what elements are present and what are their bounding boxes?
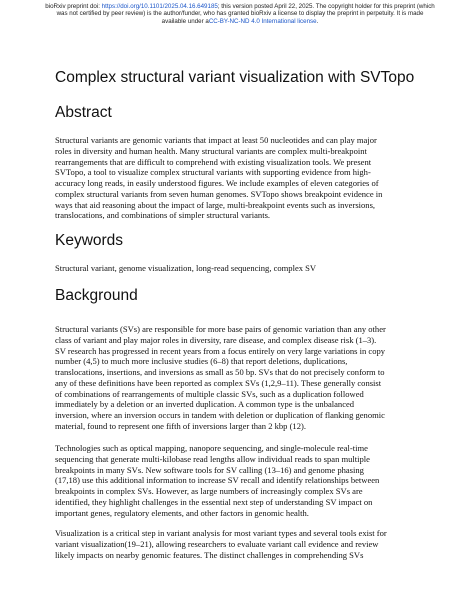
text-line: class of variant and play major roles in diversity, rare disease, and complex disease risk (1–3). (55, 334, 377, 345)
text-line: translocations, and combinations of simpler structural variants. (55, 210, 271, 221)
text-line: (17,18) use this additional information to increase SV recall and identify relationships between (55, 475, 380, 486)
preprint-notice-line-1: bioRxiv preprint doi: https://doi.org/10.1101/2025.04.16.649185; this version posted April 22, 2025. The copyright holder for this preprint (which (45, 3, 435, 10)
license-link[interactable]: CC-BY-NC-ND 4.0 International license (208, 17, 317, 25)
abstract-body (55, 135, 425, 221)
preprint-notice-line-2: was not certified by peer review) is the author/funder, who has granted bioRxiv a license to display the preprint in perpetuity. It is made (56, 10, 424, 18)
text-line: important genes, regulatory elements, and other factors in genomic health. (55, 507, 309, 518)
background-heading: Background (55, 287, 138, 304)
text-line: translocations, insertions, and inversions as small as 50 bp. SVs that do not precisely conform to (55, 367, 385, 377)
text-line: complex structural variants from seven human genomes. SVTopo shows breakpoint evidence in (55, 188, 383, 199)
doi-link[interactable]: https://doi.org/10.1101/2025.04.16.649185 (101, 3, 218, 10)
text-line: Visualization is a critical step in variant analysis for most variant types and several tools exist for (55, 528, 387, 538)
text-line: accuracy long reads, in easily understood figures. We include examples of eleven categories of (55, 178, 379, 188)
abstract-heading: Abstract (55, 104, 112, 121)
text-line: identified, they highlight challenges in the essential next step of understanding SV impact on (55, 496, 373, 507)
background-paragraph-1 (55, 324, 425, 432)
text-line: immediately by a deletion or an inverted duplication. A common type is the unbalanced (55, 399, 355, 410)
text-line: sequencing that generate multi-kilobase read lengths allow individual reads to span multiple (55, 453, 370, 464)
text-line: ways that aid reasoning about the impact of large, multi-breakpoint events such as inversions, (55, 199, 376, 210)
text-line: breakpoints in complex SVs. However, as large numbers of increasingly complex SVs are (55, 486, 363, 496)
text-line: inversion, where an inversion occurs in tandem with deletion or duplication of flanking genomic (55, 410, 385, 420)
text-line: Technologies such as optical mapping, nanopore sequencing, and single-molecule real-time (55, 443, 368, 453)
text-line: any of these definitions have been reported as complex SVs (1,2,9–11). These generally consist (55, 377, 382, 388)
text-line: of combinations of rearrangements of multiple classic SVs, such as a duplication followed (55, 388, 364, 399)
paper-title: Complex structural variant visualization with SVTopo (55, 69, 415, 86)
text-line: Structural variants are genomic variants that impact at least 50 nucleotides and can play major (55, 135, 377, 145)
text-line: breakpoints in many SVs. New software tools for SV calling (13–16) and genome phasing (55, 464, 364, 475)
preprint-notice (40, 3, 440, 25)
text-line: Structural variants (SVs) are responsible for more base pairs of genomic variation than any other (55, 324, 386, 334)
keywords-text: Structural variant, genome visualization, long-read sequencing, complex SV (55, 263, 317, 273)
background-paragraph-3 (55, 528, 425, 560)
text-line: number (4,5) to much more inclusive studies (6–8) that report deletions, duplications, (55, 356, 348, 367)
text-line: roles in diversity and human health. Many structural variants are complex multi-breakpoint (55, 145, 367, 156)
preprint-notice-line-3: available under aCC-BY-NC-ND 4.0 International license. (161, 17, 319, 25)
keywords-heading: Keywords (55, 232, 124, 249)
text-line: likely impacts on nearby genomic features. The distinct challenges in comprehending SVs (55, 549, 364, 560)
text-line: SVTopo, a tool to visualize complex structural variants with supporting evidence from high- (55, 167, 371, 178)
text-line: rearrangements that are difficult to comprehend with existing visualization tools. We present (55, 156, 372, 167)
background-paragraph-2 (55, 443, 425, 518)
text-line: SV research has progressed in recent years from a focus entirely on very large variations in copy (55, 345, 386, 356)
text-line: material, found to represent one fifth of inversions larger than 2 kbp (12). (55, 420, 306, 431)
text-line: variant visualization(19–21), allowing researchers to evaluate variant call evidence and review (55, 538, 379, 549)
